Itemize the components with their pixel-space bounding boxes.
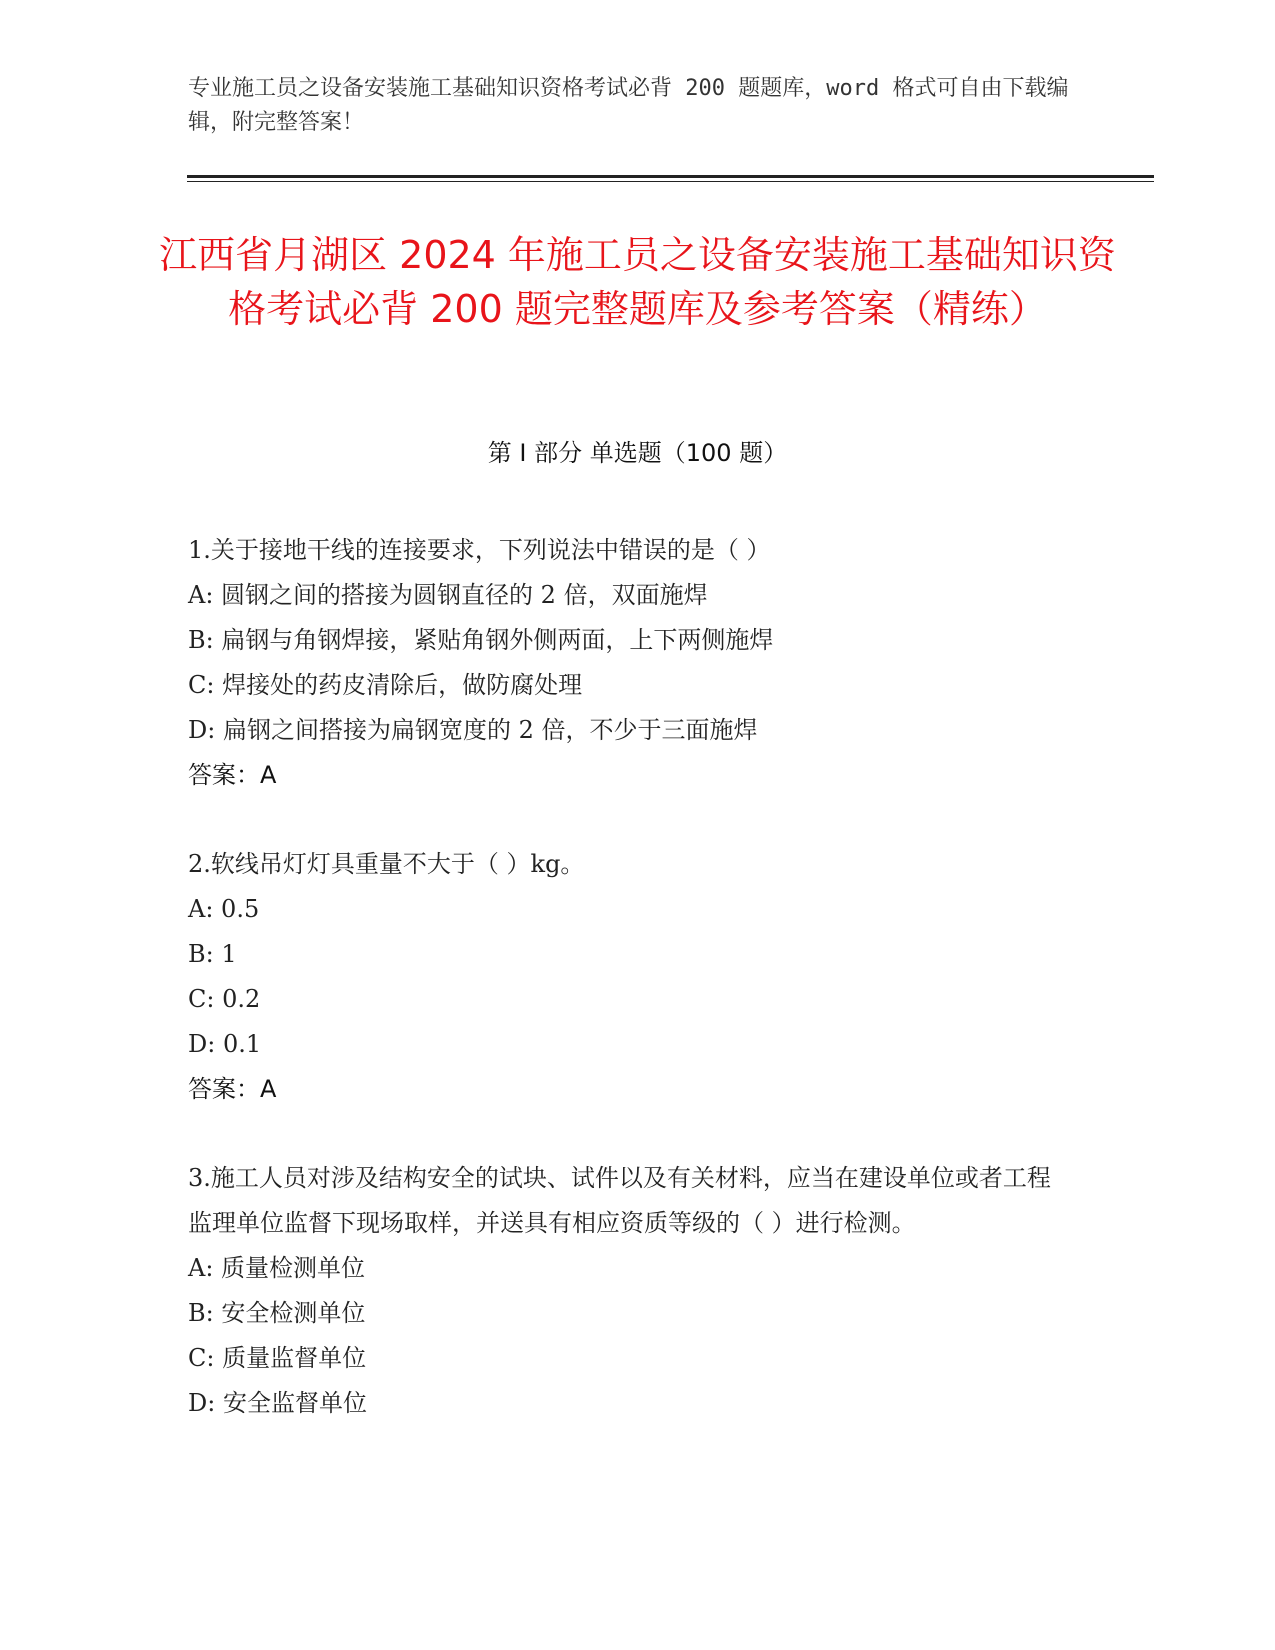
header-divider-thin [187,181,1154,182]
option-d: D: 0.1 [188,1030,262,1058]
header-divider-thick [187,175,1154,178]
section-title: 第 I 部分 单选题（100 题） [487,439,788,467]
question-stem: 3.施工人员对涉及结构安全的试块、试件以及有关材料，应当在建设单位或者工程监理单位监督下现场取样，并送具有相应资质等级的（ ）进行检测。 [188,1164,1051,1237]
question-stem: 1.关于接地干线的连接要求，下列说法中错误的是（ ） [188,536,771,564]
document-title: 江西省月湖区 2024 年施工员之设备安装施工基础知识资格考试必背 200 题完整题库及参考答案（精练） [159,233,1116,331]
option-b: B: 扁钢与角钢焊接，紧贴角钢外侧两面，上下两侧施焊 [188,626,774,654]
option-b: B: 安全检测单位 [188,1299,366,1327]
answer: 答案：A [188,1075,277,1103]
header-note: 专业施工员之设备安装施工基础知识资格考试必背 200 题题库，word 格式可自由下载编辑，附完整答案！ [188,76,1069,135]
option-c: C: 质量监督单位 [188,1344,367,1372]
option-c: C: 焊接处的药皮清除后，做防腐处理 [188,671,583,699]
option-c: C: 0.2 [188,985,261,1013]
question-3 [188,1156,1068,1426]
option-d: D: 安全监督单位 [188,1389,367,1417]
option-a: A: 0.5 [188,895,260,923]
option-b: B: 1 [188,940,237,968]
question-2 [188,842,1068,1112]
option-a: A: 质量检测单位 [188,1254,366,1282]
answer: 答案：A [188,761,277,789]
question-stem: 2.软线吊灯灯具重量不大于（ ）kg。 [188,850,585,878]
option-a: A: 圆钢之间的搭接为圆钢直径的 2 倍，双面施焊 [188,581,708,609]
question-list [188,528,1068,1470]
question-1 [188,528,1068,798]
option-d: D: 扁钢之间搭接为扁钢宽度的 2 倍，不少于三面施焊 [188,716,758,744]
